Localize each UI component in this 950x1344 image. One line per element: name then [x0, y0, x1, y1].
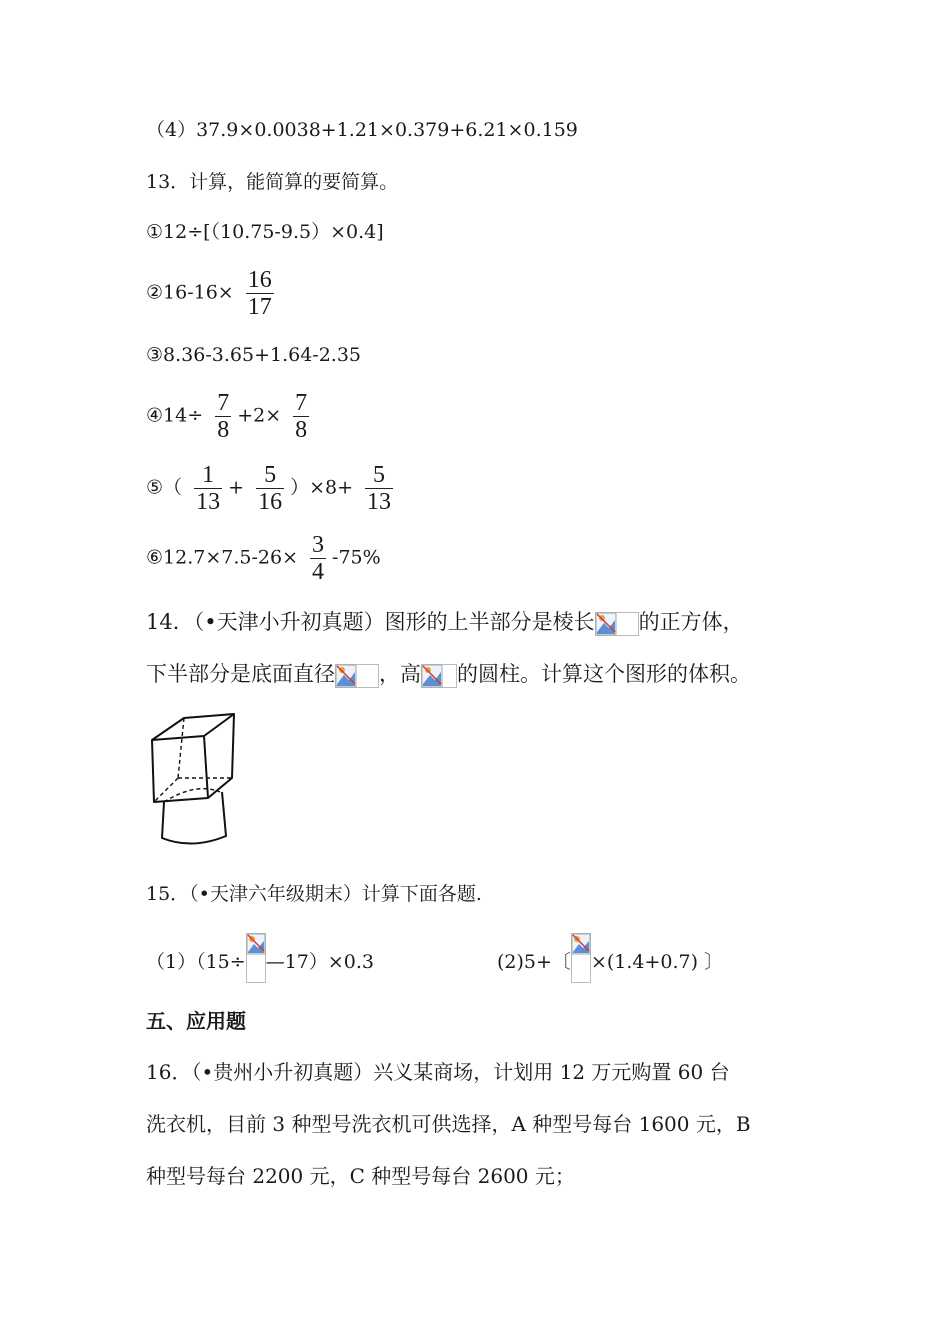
- fraction: $\frac{16}{17}$: [247, 267, 272, 320]
- q13-part6: ⑥12.7×7.5-26× $\frac{3}{4}$ -75%: [146, 532, 381, 585]
- fraction: $\frac{7}{8}$: [295, 390, 308, 443]
- q15-part1: （1）（15÷ —17）×0.3: [146, 943, 374, 983]
- q12-part4: （4）37.9×0.0038+1.21×0.379+6.21×0.159: [146, 119, 578, 141]
- q16-line2: 洗衣机，目前 3 种型号洗衣机可供选择，A 种型号每台 1600 元，B: [146, 1112, 751, 1136]
- fraction: $\frac{5}{16}$: [258, 462, 283, 515]
- q16-line3: 种型号每台 2200 元，C 种型号每台 2600 元；: [146, 1164, 575, 1188]
- q13-part2-lead: ②16-16×: [146, 281, 234, 304]
- fraction: $\frac{1}{13}$: [196, 462, 221, 515]
- fraction: $\frac{3}{4}$: [312, 532, 325, 585]
- q14-line1: 14．（•天津小升初真题）图形的上半部分是棱长 的正方体，: [146, 610, 744, 634]
- q13-part2: [146, 268, 280, 319]
- broken-image-icon: [421, 664, 457, 688]
- q16-line1: 16．（•贵州小升初真题）兴义某商场，计划用 12 万元购置 60 台: [146, 1060, 730, 1084]
- fraction: $\frac{7}{8}$: [217, 390, 230, 443]
- broken-image-icon: [335, 664, 379, 688]
- q15-title: 15．（•天津六年级期末）计算下面各题.: [146, 883, 482, 905]
- q14-line2: 下半部分是底面直径 ，高 的圆柱。计算这个图形的体积。: [146, 662, 751, 686]
- q13-part3: ③8.36-3.65+1.64-2.35: [146, 344, 362, 366]
- q13-part4: ④14÷ $\frac{7}{8}$ +2× $\frac{7}{8}$: [146, 390, 308, 443]
- fraction: $\frac{5}{13}$: [367, 462, 392, 515]
- broken-image-icon: [246, 943, 266, 983]
- cube-on-cylinder-figure: [146, 710, 246, 850]
- q13-title: 13．计算，能简算的要简算。: [146, 171, 399, 193]
- section-heading: 五、应用题: [146, 1009, 246, 1033]
- broken-image-icon: [571, 943, 591, 983]
- q15-part2: (2)5+〔 ×(1.4+0.7) 〕: [497, 943, 723, 983]
- q13-part1: ①12÷[（10.75-9.5）×0.4]: [146, 221, 384, 243]
- q13-part5: ⑤（ $\frac{1}{13}$ + $\frac{5}{16}$ ）×8+ $\frac{5}{13}$: [146, 462, 392, 515]
- broken-image-icon: [595, 612, 639, 636]
